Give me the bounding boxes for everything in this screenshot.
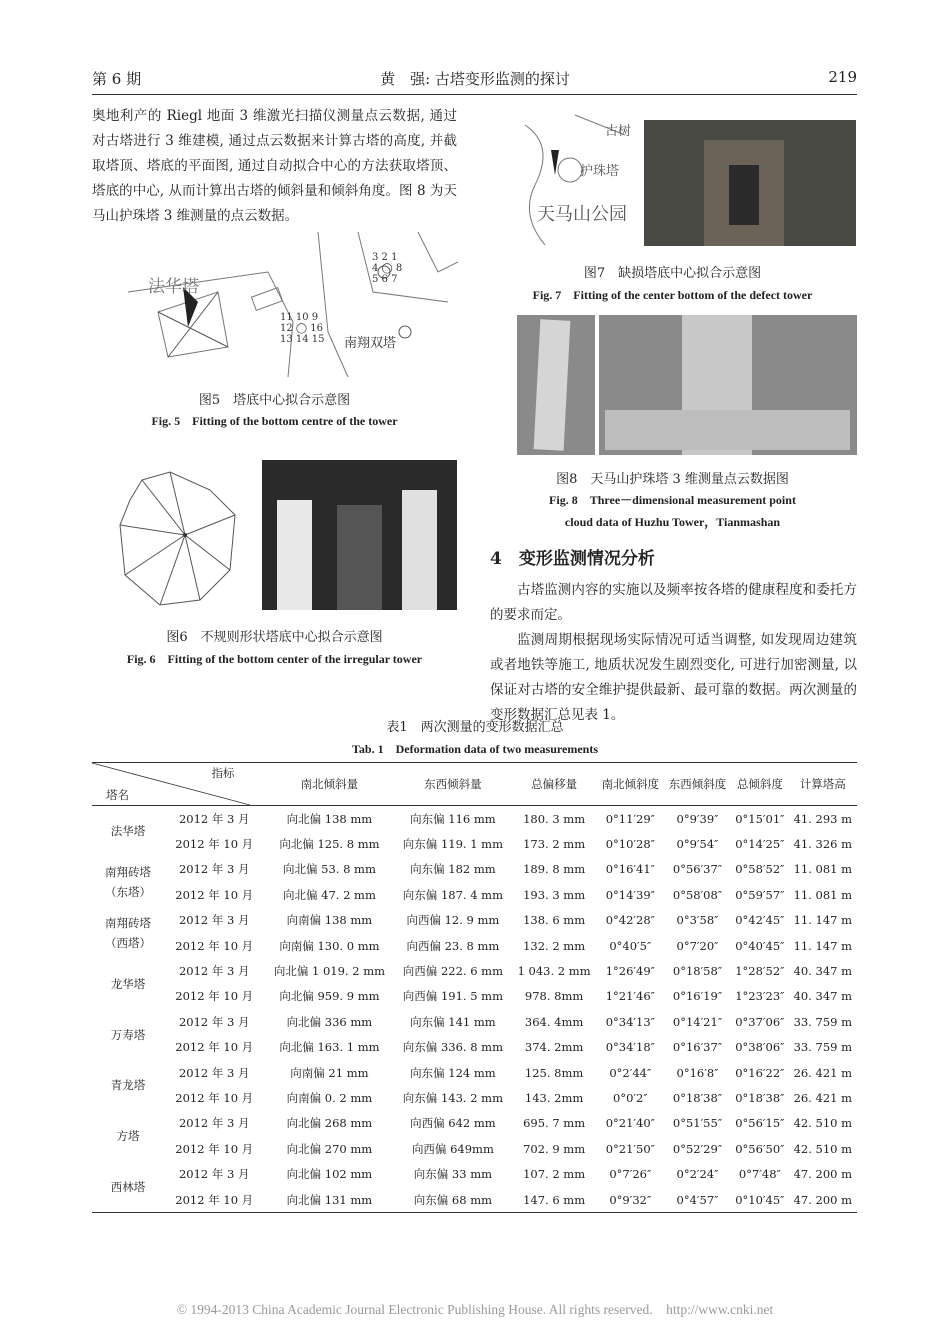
value-cell: 0°21′50″ bbox=[605, 1141, 655, 1156]
value-cell: 向西偏 222. 6 mm bbox=[402, 964, 503, 979]
value-cell: 40. 347 m bbox=[793, 989, 853, 1004]
value-cell: 364. 4mm bbox=[524, 1014, 584, 1029]
value-cell: 向西偏 191. 5 mm bbox=[402, 989, 503, 1004]
value-cell: 1°23′23″ bbox=[735, 989, 785, 1004]
value-cell: 26. 421 m bbox=[793, 1065, 853, 1080]
date-cell: 2012 年 3 月 bbox=[178, 1116, 250, 1131]
value-cell: 向东偏 336. 8 mm bbox=[402, 1040, 503, 1055]
value-cell: 0°42′45″ bbox=[735, 913, 785, 928]
date-cell: 2012 年 10 月 bbox=[175, 1090, 254, 1105]
date-cell: 2012 年 10 月 bbox=[175, 938, 254, 953]
figure-7-diagram bbox=[515, 105, 640, 245]
figure-7-caption-cn: 图7 缺损塔底中心拟合示意图 bbox=[583, 266, 762, 281]
figure-5-caption-cn: 图5 塔底中心拟合示意图 bbox=[198, 393, 351, 408]
value-cell: 33. 759 m bbox=[793, 1040, 853, 1055]
value-cell: 978. 8mm bbox=[524, 989, 584, 1004]
value-cell: 41. 326 m bbox=[793, 837, 853, 852]
value-cell: 107. 2 mm bbox=[523, 1167, 586, 1182]
value-cell: 0°14′39″ bbox=[605, 887, 655, 902]
label-points-b: 11 10 9 12 ◯ 16 13 14 15 bbox=[280, 312, 325, 345]
value-cell: 0°7′26″ bbox=[609, 1167, 652, 1182]
table-row bbox=[92, 908, 857, 933]
value-cell: 向南偏 21 mm bbox=[290, 1065, 369, 1080]
value-cell: 0°16′37″ bbox=[672, 1040, 723, 1055]
value-cell: 0°16′8″ bbox=[676, 1065, 719, 1080]
date-cell: 2012 年 10 月 bbox=[175, 1040, 254, 1055]
value-cell: 0°10′45″ bbox=[735, 1192, 785, 1207]
table-row bbox=[92, 1009, 857, 1034]
value-cell: 189. 8 mm bbox=[523, 862, 586, 877]
table-row bbox=[92, 1111, 857, 1136]
value-cell: 0°4′57″ bbox=[676, 1192, 719, 1207]
value-cell: 向东偏 182 mm bbox=[410, 862, 496, 877]
value-cell: 向北偏 138 mm bbox=[286, 811, 373, 826]
value-cell: 0°42′28″ bbox=[605, 913, 655, 928]
header-cell: 南北倾斜量 bbox=[300, 777, 359, 791]
value-cell: 1 043. 2 mm bbox=[517, 964, 591, 979]
value-cell: 向北偏 959. 9 mm bbox=[279, 989, 380, 1004]
table-row bbox=[92, 1085, 857, 1110]
table-row bbox=[92, 958, 857, 983]
value-cell: 702. 9 mm bbox=[523, 1141, 586, 1156]
value-cell: 0°14′21″ bbox=[672, 1014, 723, 1029]
value-cell: 向东偏 33 mm bbox=[413, 1167, 493, 1182]
value-cell: 47. 200 m bbox=[793, 1167, 853, 1182]
value-cell: 0°7′48″ bbox=[738, 1167, 781, 1182]
value-cell: 11. 147 m bbox=[793, 913, 853, 928]
value-cell: 向北偏 53. 8 mm bbox=[282, 862, 376, 877]
header-cell: 总倾斜度 bbox=[736, 777, 783, 791]
figure-5-caption-en: Fig. 5 Fitting of the bottom centre of the tower bbox=[151, 414, 398, 428]
value-cell: 147. 6 mm bbox=[523, 1192, 586, 1207]
value-cell: 0°59′57″ bbox=[735, 887, 785, 902]
value-cell: 0°10′28″ bbox=[605, 837, 655, 852]
value-cell: 0°51′55″ bbox=[672, 1116, 723, 1131]
tower-name-cell: 龙华塔 bbox=[110, 976, 146, 991]
date-cell: 2012 年 10 月 bbox=[175, 1141, 254, 1156]
value-cell: 向北偏 163. 1 mm bbox=[279, 1040, 380, 1055]
table-row bbox=[92, 1060, 857, 1085]
tower-name-cell: 西林塔 bbox=[110, 1179, 146, 1194]
value-cell: 向西偏 23. 8 mm bbox=[406, 938, 500, 953]
issue-number: 第 6 期 bbox=[92, 70, 142, 88]
label-park: 天马山公园 bbox=[537, 204, 627, 225]
date-cell: 2012 年 10 月 bbox=[175, 887, 254, 902]
date-cell: 2012 年 10 月 bbox=[175, 1192, 254, 1207]
value-cell: 0°0′2″ bbox=[613, 1090, 648, 1105]
tower-name-cell: 万寿塔 bbox=[110, 1027, 146, 1042]
value-cell: 向南偏 130. 0 mm bbox=[279, 938, 380, 953]
value-cell: 1°21′46″ bbox=[605, 989, 655, 1004]
date-cell: 2012 年 10 月 bbox=[175, 989, 254, 1004]
value-cell: 向东偏 187. 4 mm bbox=[402, 887, 503, 902]
value-cell: 向北偏 47. 2 mm bbox=[282, 887, 376, 902]
value-cell: 0°52′29″ bbox=[672, 1141, 723, 1156]
value-cell: 向西偏 12. 9 mm bbox=[406, 913, 500, 928]
value-cell: 0°56′50″ bbox=[735, 1141, 785, 1156]
value-cell: 向南偏 0. 2 mm bbox=[286, 1090, 373, 1105]
value-cell: 向北偏 125. 8 mm bbox=[279, 837, 380, 852]
table-row bbox=[92, 806, 857, 832]
value-cell: 125. 8mm bbox=[524, 1065, 584, 1080]
copyright-footer: © 1994-2013 China Academic Journal Electronic Publishing House. All rights reserved. http://www.cnki.net bbox=[176, 1302, 774, 1317]
value-cell: 0°37′06″ bbox=[735, 1014, 785, 1029]
value-cell: 173. 2 mm bbox=[523, 837, 586, 852]
table-row bbox=[92, 882, 857, 907]
page-number: 219 bbox=[828, 68, 857, 86]
value-cell: 向南偏 138 mm bbox=[286, 913, 373, 928]
value-cell: 0°11′29″ bbox=[605, 811, 655, 826]
value-cell: 143. 2mm bbox=[524, 1090, 584, 1105]
table-body bbox=[92, 806, 857, 1213]
value-cell: 0°7′20″ bbox=[676, 938, 719, 953]
value-cell: 0°58′08″ bbox=[672, 887, 723, 902]
value-cell: 40. 347 m bbox=[793, 964, 853, 979]
table-caption-en: Tab. 1 Deformation data of two measurements bbox=[352, 742, 598, 756]
value-cell: 33. 759 m bbox=[793, 1014, 853, 1029]
value-cell: 0°40′45″ bbox=[735, 938, 785, 953]
value-cell: 0°14′25″ bbox=[735, 837, 785, 852]
value-cell: 向东偏 143. 2 mm bbox=[402, 1090, 503, 1105]
value-cell: 向东偏 116 mm bbox=[410, 811, 496, 826]
value-cell: 向东偏 124 mm bbox=[410, 1065, 496, 1080]
value-cell: 0°34′13″ bbox=[605, 1014, 655, 1029]
value-cell: 向东偏 141 mm bbox=[410, 1014, 496, 1029]
tower-name-cell: 南翔砖塔 （东塔） bbox=[105, 865, 151, 900]
value-cell: 0°15′01″ bbox=[735, 811, 785, 826]
value-cell: 向北偏 336 mm bbox=[286, 1014, 373, 1029]
value-cell: 向西偏 642 mm bbox=[410, 1116, 496, 1131]
date-cell: 2012 年 3 月 bbox=[178, 1065, 250, 1080]
table-corner-cell bbox=[92, 763, 264, 806]
value-cell: 向西偏 649mm bbox=[411, 1141, 494, 1156]
date-cell: 2012 年 10 月 bbox=[175, 837, 254, 852]
running-title: 黄 强: 古塔变形监测的探讨 bbox=[380, 70, 570, 88]
value-cell: 0°16′22″ bbox=[735, 1065, 785, 1080]
value-cell: 1°28′52″ bbox=[735, 964, 785, 979]
value-cell: 41. 293 m bbox=[793, 811, 853, 826]
value-cell: 193. 3 mm bbox=[523, 887, 586, 902]
date-cell: 2012 年 3 月 bbox=[178, 913, 250, 928]
value-cell: 11. 081 m bbox=[793, 887, 853, 902]
value-cell: 向北偏 1 019. 2 mm bbox=[273, 964, 385, 979]
value-cell: 0°2′44″ bbox=[609, 1065, 652, 1080]
figure-5-diagram bbox=[118, 232, 458, 377]
figure-6-caption-en: Fig. 6 Fitting of the bottom center of the irregular tower bbox=[126, 652, 423, 666]
tower-name-cell: 方塔 bbox=[116, 1129, 140, 1144]
figure-5-image bbox=[118, 232, 458, 377]
figure-7-caption-en: Fig. 7 Fitting of the center bottom of the defect tower bbox=[532, 288, 813, 302]
label-points-a: 3 2 1 4 ◯ 8 5 6 7 bbox=[372, 252, 403, 285]
date-cell: 2012 年 3 月 bbox=[178, 1167, 250, 1182]
value-cell: 0°58′52″ bbox=[735, 862, 785, 877]
figure-8-image bbox=[517, 315, 857, 455]
value-cell: 0°9′39″ bbox=[676, 811, 719, 826]
label-nanxiang: 南翔双塔 bbox=[344, 336, 397, 351]
table-caption-cn: 表1 两次测量的变形数据汇总 bbox=[386, 720, 564, 735]
value-cell: 180. 3 mm bbox=[523, 811, 586, 826]
deformation-table bbox=[92, 762, 857, 1213]
value-cell: 695. 7 mm bbox=[523, 1116, 586, 1131]
value-cell: 向北偏 102 mm bbox=[286, 1167, 373, 1182]
date-cell: 2012 年 3 月 bbox=[178, 862, 250, 877]
value-cell: 0°34′18″ bbox=[605, 1040, 655, 1055]
value-cell: 47. 200 m bbox=[793, 1192, 853, 1207]
table-row bbox=[92, 1161, 857, 1186]
value-cell: 向北偏 131 mm bbox=[286, 1192, 373, 1207]
section-4-paragraph-2: 监测周期根据现场实际情况可适当调整, 如发现周边建筑或者地铁等施工, 地质状况发生剧烈变化, 可进行加密测量, 以保证对古塔的安全维护提供最新、最可靠的数据。两次测量的变形数据汇总见表 1。 bbox=[490, 632, 857, 723]
tower-name-cell: 南翔砖塔 （西塔） bbox=[105, 915, 151, 950]
figure-8-caption-en-1: Fig. 8 Three－dimensional measurement point bbox=[549, 493, 796, 507]
date-cell: 2012 年 3 月 bbox=[178, 964, 250, 979]
label-huzhu: 护珠塔 bbox=[580, 164, 620, 179]
label-fahua: 法华塔 bbox=[148, 277, 199, 297]
date-cell: 2012 年 3 月 bbox=[178, 811, 250, 826]
table-row bbox=[92, 1035, 857, 1060]
figure-6-diagram bbox=[110, 460, 250, 610]
header-cell: 南北倾斜度 bbox=[601, 777, 660, 791]
header-cell: 总偏移量 bbox=[531, 777, 578, 791]
value-cell: 0°18′38″ bbox=[735, 1090, 785, 1105]
value-cell: 0°2′24″ bbox=[676, 1167, 719, 1182]
header-cell: 东西倾斜度 bbox=[668, 777, 727, 791]
value-cell: 132. 2 mm bbox=[523, 938, 586, 953]
value-cell: 0°9′32″ bbox=[609, 1192, 652, 1207]
value-cell: 向东偏 68 mm bbox=[413, 1192, 493, 1207]
value-cell: 0°18′38″ bbox=[672, 1090, 723, 1105]
table-row bbox=[92, 933, 857, 958]
value-cell: 0°21′40″ bbox=[605, 1116, 655, 1131]
value-cell: 向东偏 119. 1 mm bbox=[402, 837, 503, 852]
value-cell: 138. 6 mm bbox=[523, 913, 586, 928]
value-cell: 0°16′41″ bbox=[605, 862, 655, 877]
value-cell: 0°40′5″ bbox=[609, 938, 652, 953]
value-cell: 向北偏 270 mm bbox=[286, 1141, 373, 1156]
value-cell: 0°3′58″ bbox=[676, 913, 719, 928]
value-cell: 0°18′58″ bbox=[672, 964, 723, 979]
tower-name-cell: 青龙塔 bbox=[110, 1078, 146, 1093]
value-cell: 11. 081 m bbox=[793, 862, 853, 877]
value-cell: 0°56′15″ bbox=[735, 1116, 785, 1131]
label-gushu: 古树 bbox=[605, 124, 632, 139]
intro-paragraph: 奥地利产的 Riegl 地面 3 维激光扫描仪测量点云数据, 通过对古塔进行 3 维建模, 通过点云数据来计算古塔的高度, 并截取塔顶、塔底的平面图, 通过自动拟合中心的方法获取塔顶、塔底的中心, 从而计算出古塔的倾斜量和倾斜角度。图 8 为天马山护珠塔 3 维测量的点云数据。 bbox=[92, 108, 457, 224]
header-rule bbox=[92, 94, 857, 95]
section-4-heading: 4 变形监测情况分析 bbox=[490, 549, 655, 569]
value-cell: 42. 510 m bbox=[793, 1141, 853, 1156]
table-header-row bbox=[92, 763, 857, 806]
date-cell: 2012 年 3 月 bbox=[178, 1014, 250, 1029]
section-4-paragraph-1: 古塔监测内容的实施以及频率按各塔的健康程度和委托方的要求而定。 bbox=[490, 582, 857, 623]
table-row bbox=[92, 1136, 857, 1161]
value-cell: 26. 421 m bbox=[793, 1090, 853, 1105]
figure-8-caption-en-2: cloud data of Huzhu Tower，Tianmashan bbox=[564, 515, 781, 529]
table-row bbox=[92, 1187, 857, 1213]
value-cell: 0°38′06″ bbox=[735, 1040, 785, 1055]
figure-6-caption-cn: 图6 不规则形状塔底中心拟合示意图 bbox=[166, 630, 383, 645]
value-cell: 374. 2mm bbox=[524, 1040, 584, 1055]
value-cell: 0°9′54″ bbox=[676, 837, 719, 852]
table-row bbox=[92, 831, 857, 856]
value-cell: 向北偏 268 mm bbox=[286, 1116, 373, 1131]
value-cell: 1°26′49″ bbox=[605, 964, 655, 979]
value-cell: 11. 147 m bbox=[793, 938, 853, 953]
value-cell: 0°56′37″ bbox=[672, 862, 723, 877]
figure-7-photo bbox=[644, 120, 856, 246]
corner-label-metric: 指标 bbox=[211, 766, 235, 780]
header-cell: 东西倾斜量 bbox=[424, 777, 482, 791]
figure-8-caption-cn: 图8 天马山护珠塔 3 维测量点云数据图 bbox=[556, 472, 789, 487]
table-row bbox=[92, 984, 857, 1009]
value-cell: 42. 510 m bbox=[793, 1116, 853, 1131]
value-cell: 0°16′19″ bbox=[672, 989, 723, 1004]
table-row bbox=[92, 857, 857, 882]
corner-label-tower: 塔名 bbox=[106, 788, 129, 802]
figure-6-photo bbox=[262, 460, 457, 610]
header-cell: 计算塔高 bbox=[799, 777, 846, 791]
tower-name-cell: 法华塔 bbox=[110, 824, 146, 839]
